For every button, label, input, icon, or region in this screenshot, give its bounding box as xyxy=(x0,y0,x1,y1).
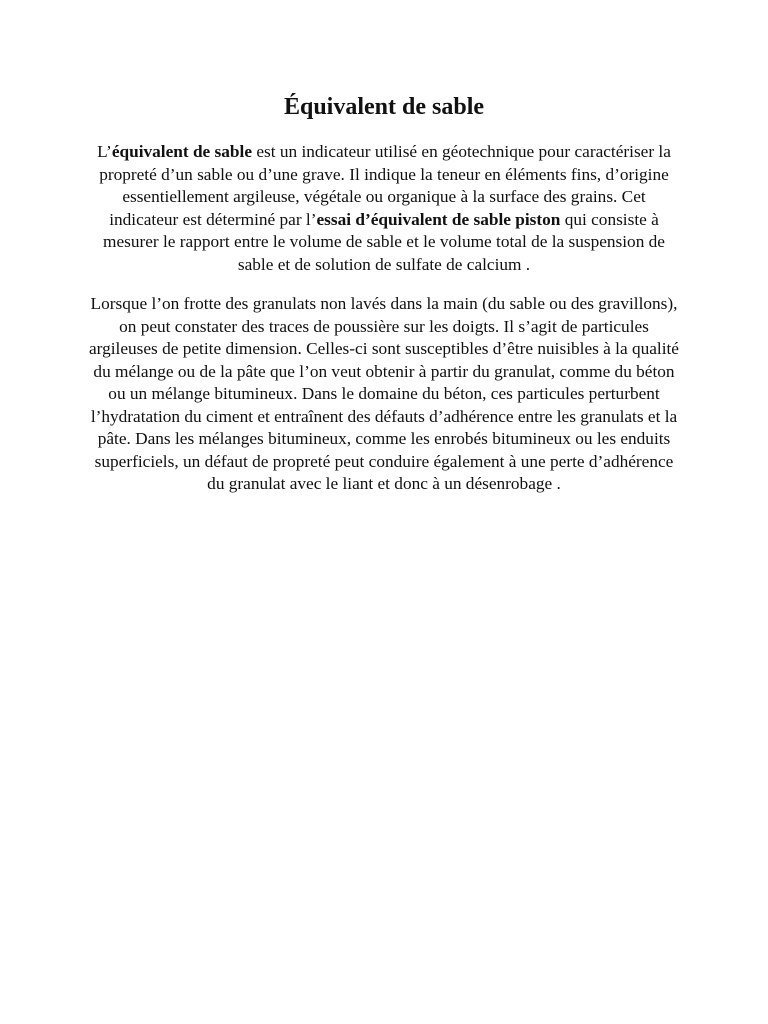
paragraph1-text-3: qui consiste à mesurer le rapport entre le volume de sable et le volume total de la suspension de sable et de solution de sulfate de calcium . xyxy=(103,209,665,274)
paragraph-explanation: Lorsque l’on frotte des granulats non lavés dans la main (du sable ou des gravillons), on peut constater des traces de poussière sur les doigts. Il s’agit de particules argileuses de petite dimension. Celles-ci sont susceptibles d’être nuisibles à la qualité du mélange ou de la pâte que l’on veut obtenir à partir du granulat, comme du béton ou un mélange bitumineux. Dans le domaine du béton, ces particules perturbent l’hydratation du ciment et entraînent des défauts d’adhérence entre les granulats et la pâte. Dans les mélanges bitumineux, comme les enrobés bitumineux ou les enduits superficiels, un défaut de propreté peut conduire également à une perte d’adhérence du granulat avec le liant et donc à un désenrobage . xyxy=(89,294,679,493)
paragraph1-text-1: L’ xyxy=(97,142,112,161)
term-equivalent-de-sable: équivalent de sable xyxy=(111,142,252,161)
paragraph-definition xyxy=(88,141,680,276)
document-title: Équivalent de sable xyxy=(283,94,485,120)
paragraph1-text-2: est un indicateur utilisé en géotechnique pour caractériser la propreté d’un sable ou d’une grave. Il indique la teneur en éléments fins, d’origine essentiellement argileuse, végétale ou organique à la surface des grains. Cet indicateur est déterminé par l’ xyxy=(99,142,671,229)
term-essai-piston: essai d’équivalent de sable piston xyxy=(316,209,561,229)
